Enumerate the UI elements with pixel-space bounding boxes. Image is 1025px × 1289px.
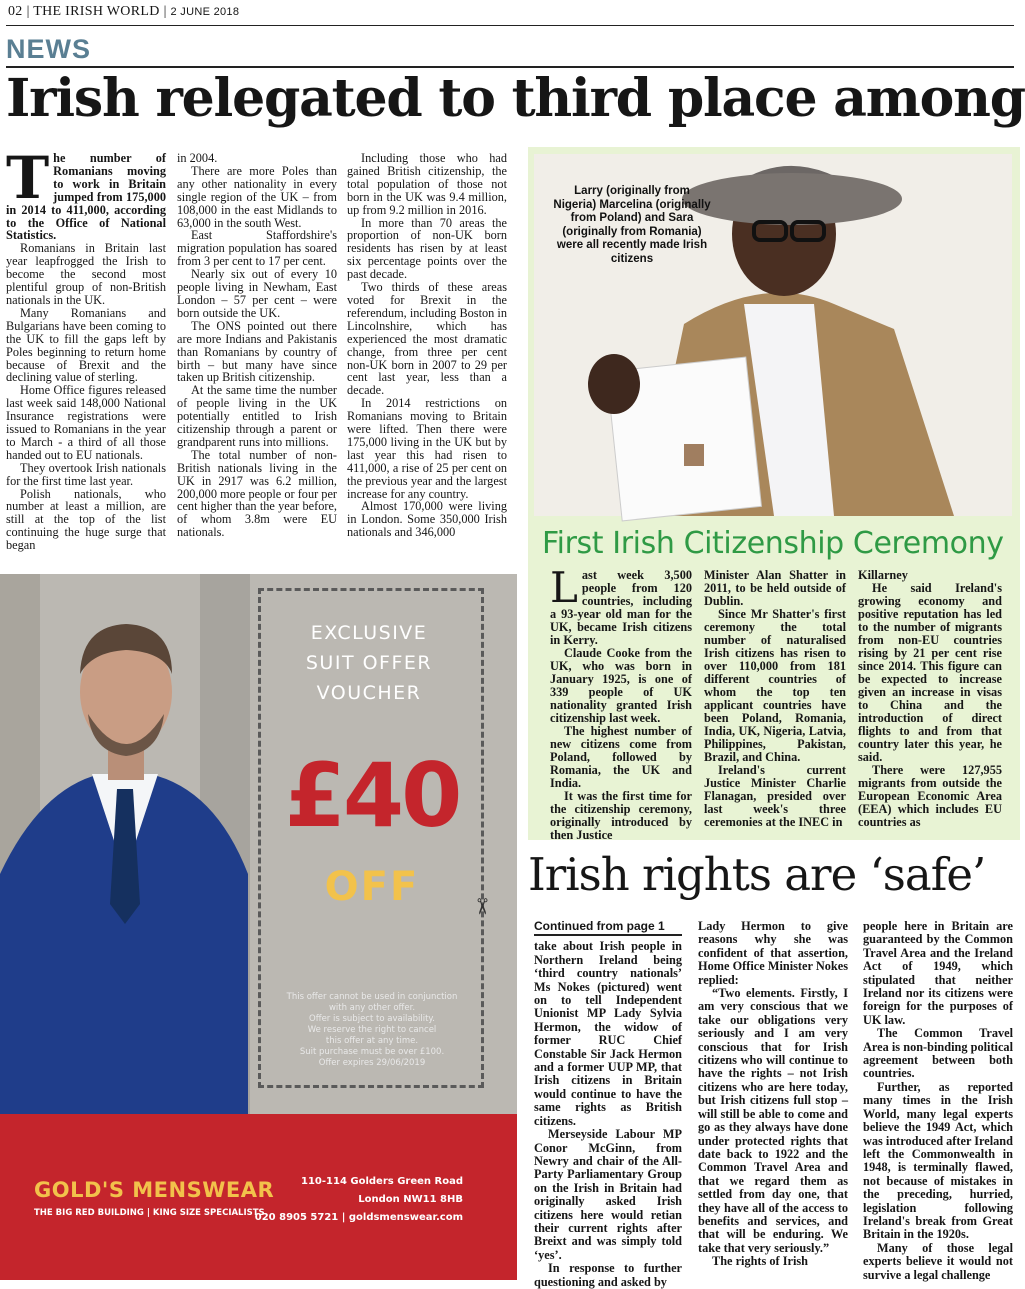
article-paragraph: They overtook Irish nationals for the first time last year.	[6, 460, 166, 488]
article-lead: he number of Romanians moving to work in Britain jumped from 175,000 in 2014 to 411,000, according to the Office of National Statistics.	[6, 151, 166, 243]
article-column-1	[6, 144, 166, 557]
brand-name: GOLD'S MENSWEAR	[34, 1178, 275, 1202]
article-paragraph: Nearly six out of every 10 people living in Newham, East London – 57 per cent – were born outside the UK.	[177, 267, 337, 320]
ceremony-paragraph: There were 127,955 migrants from outside the European Economic Area (EEA) which includes EU countries as	[858, 763, 1002, 829]
drop-cap: L	[550, 563, 578, 612]
brand-tagline: THE BIG RED BUILDING | KING SIZE SPECIALISTS	[34, 1208, 265, 1218]
article-paragraph: Almost 170,000 were living in London. Some 350,000 Irish nationals and 346,000	[347, 499, 507, 540]
store-contact: 020 8905 5721 | goldsmenswear.com	[254, 1212, 463, 1223]
rights-paragraph: The rights of Irish	[712, 1254, 808, 1269]
ceremony-column-2	[704, 569, 846, 833]
rights-paragraph: “Two elements. Firstly, I am very conscious that we take our obligations very seriously and I am very conscious that for Irish citizens who will continue to have the rights – not Irish citizens who are here today, but Irish citizens full stop – will still be able to come and go as they always have done under protected rights that date back to 1922 and the Common Travel Area and that we regard them as settled from day one, that they have all of the access to benefits and services, and that will be enduring. We take that very seriously.”	[698, 986, 848, 1255]
ceremony-paragraph: Since Mr Shatter's first ceremony the total number of naturalised Irish citizens has risen to over 110,000 from 181 different countries of whom the top ten applicant countries have been Poland, Romania, India, UK, Nigeria, Latvia, Philippines, Pakistan, Brazil, and China.	[704, 607, 846, 764]
article-paragraph: In 2014 restrictions on Romanians moving to Britain were lifted. Then there were 175,000 living in the UK but by last year this had risen to 411,000, a rise of 25 per cent on the previous year and the largest increase for any country.	[347, 396, 507, 501]
rights-headline: Irish rights are ‘safe’	[528, 848, 986, 901]
terms-line: Offer expires 29/06/2019	[318, 1058, 426, 1068]
article-paragraph: There are more Poles than any other nationality in every single region of the UK – from 108,000 in the east Midlands to 63,000 in the south West.	[177, 163, 337, 230]
rights-paragraph: take about Irish people in Northern Ireland being ‘third country nationals’ Ms Nokes (pictured) went on to tell Independent Unionist MP Lady Sylvia Hermon, the widow of former RUC Chief Constable Sir Jack Hermon and a former UUP MP, that Irish citizens in Britain would continue to have the same rights as British citizens.	[534, 939, 682, 1128]
article-paragraph: The total number of non-British nationals living in the UK in 2917 was 6.2 million, 200,000 more people or four per cent higher than the year before, of whom 3.8m were EU nationals.	[177, 447, 337, 540]
terms-line: Offer is subject to availability.	[309, 1014, 435, 1024]
article-paragraph: Polish nationals, who number at least a million, are still at the top of the list continuing the huge surge that began	[6, 486, 166, 553]
rights-paragraph: Many of those legal experts believe it would not survive a legal challenge	[863, 1240, 1013, 1282]
photo-caption: Larry (originally from Nigeria) Marcelina (originally from Poland) and Sara (originally from Romania) were all recently made Irish citizens	[553, 185, 711, 265]
rights-paragraph: Merseyside Labour MP Conor McGinn, from Newry and chair of the All-Party Parliamentary Group on the Irish in Britain had originally asked Irish citizens here would retian their current rights after Breixt and was simply told ‘yes’.	[534, 1127, 682, 1262]
store-address-line-2: London NW11 8HB	[358, 1194, 463, 1205]
header-rule	[6, 25, 1014, 26]
ceremony-paragraph: Ireland's current Justice Minister Charlie Flanagan, presided over last week's three ceremonies at the INEC in	[704, 763, 846, 829]
issue-date: 2 JUNE 2018	[170, 6, 240, 18]
article-paragraph: The ONS pointed out there are more Indians and Pakistanis than Romanians by country of birth – but many have since taken up British citizenship.	[177, 318, 337, 385]
rights-paragraph: In response to further questioning and asked by	[534, 1261, 682, 1289]
article-paragraph: East Staffordshire's migration population has soared from 3 per cent to 17 per cent.	[177, 228, 337, 269]
menswear-advert	[0, 574, 517, 1280]
ceremony-column-3	[858, 569, 1002, 833]
rights-paragraph: Lady Hermon to give reasons why she was confident of that assertion, Home Office Minister Nokes replied:	[698, 919, 848, 987]
article-paragraph: Many Romanians and Bulgarians have been coming to the UK to fill the gaps left by Poles beginning to return home because of Brexit and the declining value of sterling.	[6, 305, 166, 385]
voucher-off: OFF	[324, 864, 420, 910]
terms-line: We reserve the right to cancel	[307, 1025, 437, 1035]
scissors-icon: ✂	[468, 897, 494, 916]
continued-label: Continued from page 1	[534, 920, 682, 936]
page-header: 02 | THE IRISH WORLD | 2 JUNE 2018	[8, 4, 243, 20]
terms-line: This offer cannot be used in conjunction	[286, 992, 458, 1002]
voucher-terms	[270, 992, 474, 1069]
ceremony-paragraph: He said Ireland's growing economy and positive reputation has led to the number of migrants from non-EU countries rising by 21 per cent rise since 2014. This figure can be expected to increase given an increase in visas to China and the introduction of direct flights to and from that country later this year, he said.	[858, 581, 1002, 764]
rights-paragraph: The Common Travel Area is non-binding political agreement between both countries.	[863, 1026, 1013, 1081]
ceremony-lead: ast week 3,500 people from 120 countries, including a 93-year old man for the UK, became Irish citizens in Kerry.	[550, 568, 692, 647]
article-paragraph: Home Office figures released last week said 148,000 National Insurance registrations were issued to Romanians in the year to March - a third of all those handed out to EU nationals.	[6, 383, 166, 462]
ceremony-paragraph: Killarney	[858, 568, 908, 582]
article-paragraph: Two thirds of these areas voted for Brexit in the referendum, including Boston in Lincolnshire, which has experienced the most dramatic change, from three per cent non-UK born in 2007 to 29 per cent last year, less than a decade.	[347, 280, 507, 398]
publication-name: THE IRISH WORLD	[33, 4, 160, 19]
article-paragraph: in 2004.	[177, 151, 218, 165]
voucher-title: EXCLUSIVE SUIT OFFER VOUCHER	[305, 622, 433, 704]
article-paragraph: Including those who had gained British citizenship, the total population of those not born in the UK was 9.4 million, up from 9.2 million in 2016.	[347, 151, 507, 217]
article-paragraph: At the same time the number of people living in the UK potentially entitled to Irish citizenship through a parent or grandparent runs into millions.	[177, 383, 337, 449]
article-paragraph: Romanians in Britain last year leapfrogged the Irish to become the second most plentiful group of non-British nationals in the UK.	[6, 241, 166, 307]
main-headline: Irish relegated to third place among	[6, 68, 1025, 129]
ceremony-paragraph: The highest number of new citizens come from Poland, followed by Romania, the UK and India.	[550, 724, 692, 790]
page-number: 02	[8, 4, 23, 19]
terms-line: this offer at any time.	[325, 1036, 419, 1046]
rights-column-1	[534, 919, 682, 1289]
voucher-amount: £40	[284, 744, 460, 847]
ceremony-column-1	[550, 563, 692, 842]
article-column-2	[177, 152, 337, 557]
ceremony-paragraph: It was the first time for the citizenship ceremony, originally introduced by then Justice	[550, 789, 692, 842]
ceremony-paragraph: Claude Cooke from the UK, who was born in January 1925, is one of 339 people of UK nationality granted Irish citizenship last week.	[550, 646, 692, 725]
rights-paragraph: Further, as reported many times in the Irish World, many legal experts believe the 1949 Act, which was introduced after Ireland left the Commonwealth in 1948, is terminally flawed, not because of mistakes in the preceding, hurried, legislation following Ireland's break from Great Britain in the 1920s.	[863, 1079, 1013, 1242]
rights-column-2	[698, 920, 848, 1278]
drop-cap: T	[6, 144, 50, 212]
article-column-3	[347, 152, 507, 557]
store-address-line-1: 110-114 Golders Green Road	[301, 1176, 463, 1187]
section-label: NEWS	[6, 34, 91, 64]
terms-line: with any other offer.	[328, 1003, 416, 1013]
advert-footer	[0, 1114, 517, 1280]
rights-column-3	[863, 919, 1013, 1282]
rights-paragraph: people here in Britain are guaranteed by the Common Travel Area and the Ireland Act of 1949, which stipulated that neither Ireland nor its citizens were foreign for the purposes of UK law.	[863, 919, 1013, 1027]
ceremony-paragraph: Minister Alan Shatter in 2011, to be held outside of Dublin.	[704, 568, 846, 608]
article-paragraph: In more than 70 areas the proportion of non-UK born residents has risen by at least six percentage points over the past decade.	[347, 215, 507, 282]
ceremony-headline: First Irish Citizenship Ceremony	[542, 526, 1004, 561]
terms-line: Suit purchase must be over £100.	[299, 1047, 445, 1057]
